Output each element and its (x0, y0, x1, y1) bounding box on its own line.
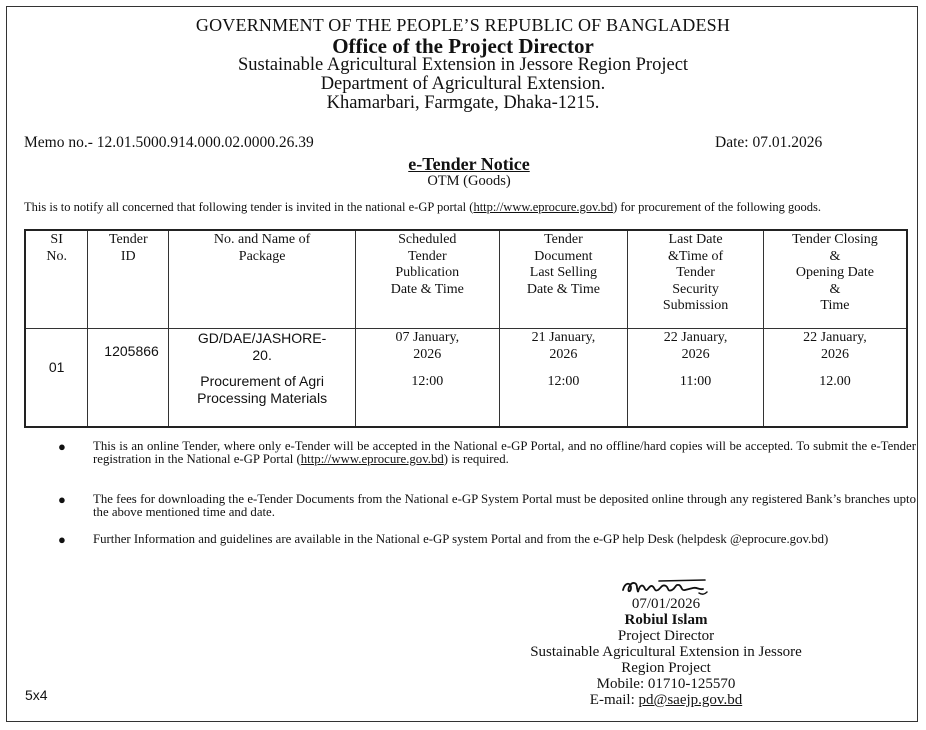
signatory-project-line2: Region Project (621, 660, 711, 676)
office-heading: Office of the Project Director (332, 34, 594, 58)
project-heading: Sustainable Agricultural Extension in Jessore Region Project (237, 55, 689, 75)
signatory-project-line1: Sustainable Agricultural Extension in Jessore (530, 644, 802, 660)
memo-number: Memo no.- 12.01.5000.914.000.02.0000.26.39 (24, 134, 314, 151)
notice-date: Date: 07.01.2026 (715, 134, 823, 151)
notice-subtitle: OTM (Goods) (427, 173, 511, 189)
email-link[interactable]: pd@saejp.gov.bd (638, 692, 743, 708)
bullet-icon: ● (58, 492, 66, 507)
header-package: No. and Name of Package (169, 230, 356, 329)
bullet-icon: ● (58, 439, 66, 454)
size-badge: 5x4 (25, 687, 48, 703)
header-closing: Tender Closing & Opening Date & Time (763, 230, 907, 329)
header-security: Last Date &Time of Tender Security Submission (628, 230, 764, 329)
eprocure-link[interactable]: http://www.eprocure.gov.bd (473, 200, 614, 214)
header-selling: Tender Document Last Selling Date & Time (499, 230, 628, 329)
cell-sl: 01 (25, 329, 88, 428)
eprocure-link[interactable]: http://www.eprocure.gov.bd (300, 452, 444, 466)
tender-table (24, 229, 908, 428)
cell-security: 22 January, 2026 11:00 (628, 329, 764, 428)
signature-block (476, 575, 856, 708)
signatory-mobile: Mobile: 01710-125570 (596, 676, 736, 692)
cell-closing: 22 January, 2026 12.00 (763, 329, 907, 428)
signatory-email: E-mail: pd@saejp.gov.bd (589, 692, 743, 708)
cell-package: GD/DAE/JASHORE- 20. Procurement of Agri Processing Materials (169, 329, 356, 428)
address-heading: Khamarbari, Farmgate, Dhaka-1215. (326, 93, 600, 113)
notice-title: e-Tender Notice (408, 154, 530, 174)
header-tender-id: Tender ID (88, 230, 169, 329)
cell-tender-id: 1205866 (88, 329, 169, 428)
cell-selling: 21 January, 2026 12:00 (499, 329, 628, 428)
signature-date: 07/01/2026 (631, 596, 701, 612)
bullet-icon: ● (58, 532, 66, 547)
header-publication: Scheduled Tender Publication Date & Time (355, 230, 499, 329)
intro-paragraph: This is to notify all concerned that following tender is invited in the national e-GP portal (http://www.eprocure.gov.bd) for procurement of the following goods. (24, 200, 822, 214)
government-heading: GOVERNMENT OF THE PEOPLE’S REPUBLIC OF BANGLADESH (195, 15, 731, 35)
bullet-information: ● Further Information and guidelines are available in the National e-GP system Portal and from the e-GP help Desk (helpdesk @eprocure.gov.bd) (58, 532, 829, 547)
bullet-online-tender: ● This is an online Tender, where only e-Tender will be accepted in the National e-GP Portal, and no offline/hard copies will be accepted. To submit the e-Tender registration in the National e-GP Portal (http://www.eprocure.gov.bd) is required. (58, 439, 916, 466)
table-header-row (25, 230, 907, 329)
bullet-fees: ● The fees for downloading the e-Tender Documents from the National e-GP System Portal must be deposited online through any registered Bank’s branches upto the above mentioned time and date. (58, 492, 916, 519)
header-sl: SI No. (25, 230, 88, 329)
signatory-designation: Project Director (617, 628, 715, 644)
department-heading: Department of Agricultural Extension. (320, 74, 606, 94)
cell-publication: 07 January, 2026 12:00 (355, 329, 499, 428)
signatory-name: Robiul Islam (624, 612, 708, 628)
table-row (25, 329, 907, 428)
